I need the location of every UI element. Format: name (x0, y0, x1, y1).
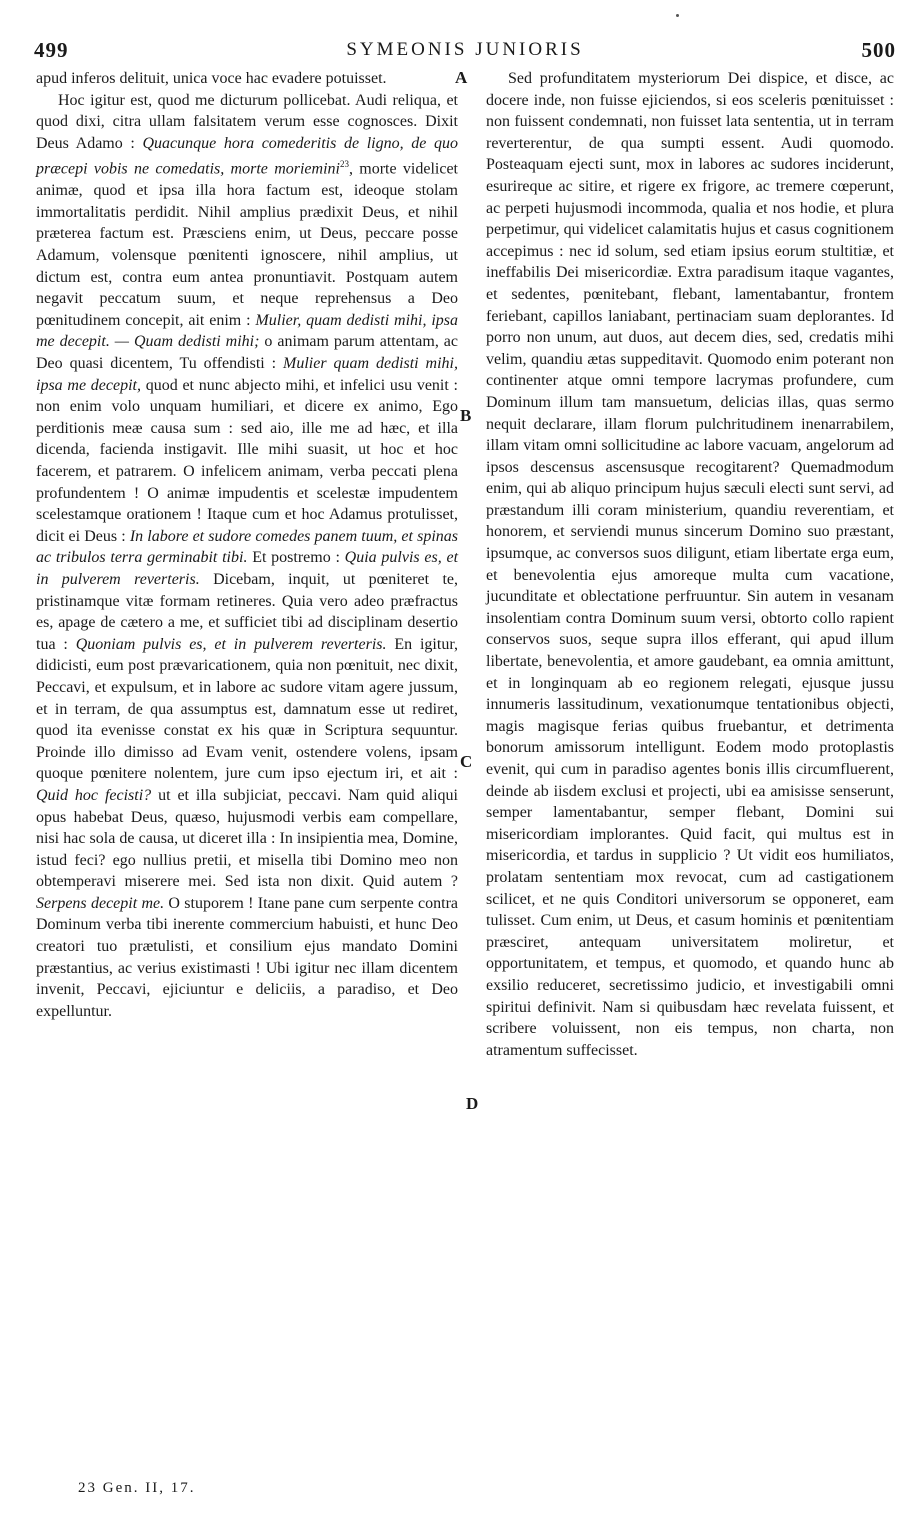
text-run: o animam parum attentam, ac Deo quasi dicentem, Tu offendisti : (36, 333, 459, 373)
text-run: , morte videlicet animæ, quod et ipsa illa hora factum est, ideoque stolam immortalitatis perdidit. Nihil amplius prædixit Deus, et nihil præterea factum est. Præsciens enim, ut Deus, peccare posse Adamum, volensque pœnitenti ignoscere, nihil amplius, ut dictum est, contra eum antea pronuntiavit. Postquam autem negavit peccatum suum, et neque reprehensus a Deo pœnitudinem concepit, ait enim : (36, 160, 458, 329)
scripture-quote: Serpens decepit me. (36, 894, 165, 912)
text-run: quod et nunc abjecto mihi, et infelici usu venit : non enim volo unquam humiliari, et dicere ex animo, Ego perditionis meæ causa sum : sed aio, ille me ad hæc, et illa dicenda, facienda instigavit. Ille mihi suasit, ut hoc et hoc facerem, et patrarem. O infelicem animam, verba peccati plena profundentem ! O animæ impudentis et scelestæ impudentem scelestamque orationem ! Itaque cum et hoc Adamus protulisset, dicit ei Deus : (36, 376, 458, 545)
scripture-quote: Quoniam pulvis es, et in pulverem reverteris. (75, 635, 387, 653)
scripture-quote: Quia pulvis es, et in pulverem reverteris. (36, 549, 459, 588)
scripture-quote: Quid hoc fecisti? (36, 786, 152, 804)
paragraph-1: apud inferos delituit, unica voce hac evadere potuisset. (36, 70, 387, 87)
scripture-quote: Mulier, quam dedisti mihi, ipsa me decepit. — Quam dedisti mihi; (36, 311, 459, 351)
text-run: Dicebam, inquit, ut pœniteret te, pristinamque vitæ formam retineres. Quia vero adeo præfractus es, apage de cætero a me, et sufficiet tibi ad disciplinam desertio tua : (36, 570, 459, 653)
margin-letter-a: A (455, 68, 468, 87)
right-column (486, 68, 894, 1061)
margin-letter-d: D (466, 1094, 479, 1113)
text-run: O stuporem ! Itane pane cum serpente contra Dominum verba tibi inerente commercium habuisti, et hunc Deo creatori tuo prætulisti, et consilium ejus mandato Domini præstantius, ac verius existimasti ! Ubi igitur nec illam dicentem invenit, Peccavi, ejiciuntur e deliciis, a paradiso, et Deo expelluntur. (36, 894, 458, 1020)
paragraph-3: Sed profunditatem mysteriorum Dei dispice, et disce, ac docere inde, non fuisse ejiciendos, si eos sceleris pœnituisset : non fuissent condemnati, non fuisset lata sententia, ut in terram reverterentur, de qua sumpti essent. Audi quomodo. Posteaquam ejecti sunt, mox in labores ac sudores inciderunt, esurireque ac sitire, et rigere ex frigore, ac tremere cœperunt, ac perpeti hujusmodi incommoda, qualia et nos hodie, et plura perpetimur, qui videlicet calamitatis hujus et casus cognitionem accepimus : nec id solum, sed etiam ipsius eorum stultitiæ, et ineffabilis Dei misericordiæ. Extra paradisum itaque vagantes, et sedentes, pœnitebant, flebant, lamentabantur, frontem feriebant, capillos laniabant, pertinaciam suam deplorantes. Id porro non unum, aut duos, aut decem dies, sed, credatis mihi velim, quandiu ætas suppeditavit. Quomodo enim poterant non continenter atque omni tempore lacrymas profundere, cum Dominum illum tam mansuetum, delicias illas, quas sermo nequit declarare, illam florum pulchritudinem inenarrabilem, illam vitam omni sollicitudine ac labore vacuam, angelorum ad ipsos descensus ascensusque recogitarent? Quemadmodum enim, qui ab aliquo principum hujus sæculi electi sunt servi, ad præstandum illi coram ministerium, quandiu reverentiam, et honorem, et serviendi munus sincerum Domino suo præstant, ipsumque, ac conversos suos diligunt, etiam libertate erga eum, et benevolentia ejus amoreque multa cum vacatione, jucunditate et oblectatione perfruuntur. Sin autem in vesanam insolentiam contra Dominum suum versi, obtorto collo rapient conservos suos, seque supra illos efferant, qui apud illum libertate, benevolentia, et amore gaudebant, ea omnia amittunt, et in longinquam ab eo regionem relegati, ejusque jussu innumeris lassitudinum, vexationumque tentationibus objecti, magis magisque ferias quibus fruebantur, et detrimenta bonorum amissorum intelligunt. Eodem modo protoplastis evenit, qui cum in paradiso agentes bonis illis circumfluerent, deinde ab iisdem exclusi et projecti, ubi ea amisisse senserunt, semper lamentabantur, semper flebant, Domini sui misericordiam implorantes. Quid facit, qui multus est in misericordia, et tardus in supplicio ? Ut vidit eos humiliatos, prolatam sententiam mox revocat, cum ad castigationem scilicet, et ne quis Conditori universorum se opponeret, eam tulisset. Cum enim, ut Deus, et casum hominis et pœnitentiam præsciret, antequam universitatem moliretur, et opportunitatem, et tempus, et quomodo, et quando hunc ab exsilio reduceret, secretissimo judicio, et investigabili omni spiritui definivit. Nam si quibusdam hæc revelata fuissent, et scribere voluissent, non eis tempus, non charta, non atramentum suffecisset. (486, 70, 894, 1059)
scripture-quote: In labore et sudore comedes panem tuum, et spinas ac tribulos terra germinabit tibi. (36, 527, 459, 567)
page-number-right: 500 (861, 38, 896, 62)
text-run: Et postremo : (247, 549, 345, 567)
text-run: En igitur, didicisti, eum post prævaricationem, quia non pœnituit, nec dixit, Peccavi, et expulsum, et in labore ac sudore vitam agere jussum, et in terram, de qua assumptus est, damnatum esse ut rediret, quod ita evenisse constat ex his quæ in Scriptura sequuntur. Proinde illo dimisso ad Evam venit, ostendere volens, ipsam quoque pœnitere nolentem, jure cum ipso ejectum iri, et ait : (36, 635, 459, 783)
margin-letter-c: C (460, 752, 473, 771)
text-run: ut et illa subjiciat, peccavi. Nam quid aliqui opus habebat Deus, quæso, hujusmodi verbis eam compellare, nisi hac sola de causa, ut diceret illa : In insipientia mea, Domine, istud feci? ego nullius pretii, et misella tibi Domino meo non obtemperavi miserere mei. Sed ista non dixit. Quid autem ? (36, 786, 458, 891)
running-header (34, 38, 896, 66)
footnote: 23 Gen. II, 17. (78, 1480, 196, 1496)
scripture-quote: Quacunque hora comederitis de ligno, de quo præcepi vobis ne comedatis, morte moriemini (36, 134, 458, 178)
footnote-ref: 23 (339, 159, 349, 170)
running-title: SYMEONIS JUNIORIS (346, 39, 584, 60)
speck (676, 14, 679, 17)
text-run: Hoc igitur est, quod me dicturum pollicebat. Audi reliqua, et quod dixi, citra ullam falsitatem verum esse cognosces. Dixit Deus Adamo : (36, 91, 458, 152)
left-column (36, 68, 458, 1022)
scripture-quote: Mulier quam dedisti mihi, ipsa me decepit, (36, 355, 458, 394)
page-number-left: 499 (34, 38, 69, 62)
margin-letter-b: B (460, 406, 472, 425)
paragraph-2 (36, 90, 458, 1023)
